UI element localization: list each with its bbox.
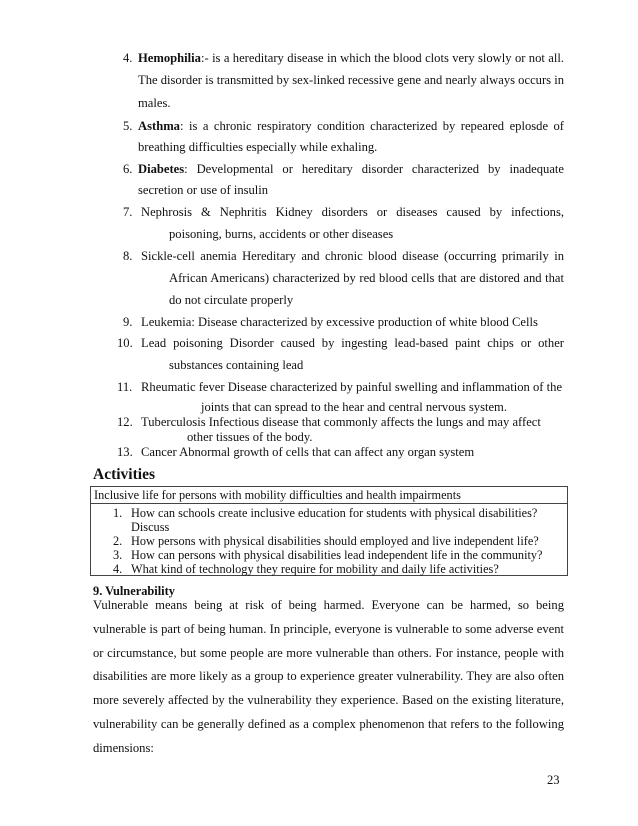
list-item-text: breathing difficulties especially while exhaling. xyxy=(138,140,378,154)
list-item-number: 10. xyxy=(117,336,133,350)
list-item xyxy=(138,120,564,133)
activity-item: What kind of technology they require for mobility and daily life activities? xyxy=(131,562,499,576)
list-item-number: 8. xyxy=(123,249,133,263)
list-item-text: joints that can spread to the hear and central nervous system. xyxy=(201,400,508,414)
item-text: is a hereditary disease in which the blood clots very slowly or not all. xyxy=(212,51,565,65)
activities-box xyxy=(90,486,568,576)
activities-heading: Activities xyxy=(93,466,155,483)
list-item-number: 4. xyxy=(123,51,133,65)
list-item-text: other tissues of the body. xyxy=(187,430,313,444)
term-separator: : xyxy=(179,119,189,133)
list-item-number: 5. xyxy=(123,119,133,133)
paragraph-line: Vulnerable means being at risk of being harmed. Everyone can be harmed, so being xyxy=(93,598,564,612)
list-item-text: secretion or use of insulin xyxy=(138,183,269,197)
paragraph-line: dimensions: xyxy=(93,741,154,755)
list-item-text: Sickle-cell anemia Hereditary and chronic blood disease (occurring primarily in xyxy=(141,249,564,263)
activity-item: How can persons with physical disabilities lead independent life in the community? xyxy=(131,548,543,562)
term-separator: :- xyxy=(200,51,213,65)
list-item xyxy=(138,163,564,176)
term: Hemophilia xyxy=(138,51,201,65)
activity-item: How can schools create inclusive education for students with physical disabilities? xyxy=(131,506,538,520)
list-item-text: substances containing lead xyxy=(169,358,304,372)
list-item-text: poisoning, burns, accidents or other diseases xyxy=(169,227,394,241)
term: Diabetes xyxy=(138,162,185,176)
page-number: 23 xyxy=(547,773,560,787)
activity-number: 2. xyxy=(113,534,123,548)
list-item-number: 12. xyxy=(117,415,133,429)
item-text: is a chronic respiratory condition characterized by repeared eplosde of xyxy=(188,119,564,133)
list-item-number: 6. xyxy=(123,162,133,176)
activity-number: 1. xyxy=(113,506,123,520)
list-item-number: 9. xyxy=(123,315,133,329)
list-item-text: do not circulate properly xyxy=(169,293,294,307)
activity-item-text: Discuss xyxy=(131,520,170,534)
paragraph-line: or circumstance, but some people are more vulnerable than others. For instance, people with xyxy=(93,646,564,660)
term: Asthma xyxy=(138,119,180,133)
activity-number: 3. xyxy=(113,548,123,562)
list-item-text: Cancer Abnormal growth of cells that can affect any organ system xyxy=(141,445,475,459)
list-item-text: African Americans) characterized by red blood cells that are distored and that xyxy=(169,271,564,285)
paragraph-line: vulnerability can be generally defined as a complex phenomenon that refers to the following xyxy=(93,717,564,731)
paragraph-line: disabilities are more likely as a group to experience greater vulnerability. They are also often xyxy=(93,669,564,683)
item-text: Developmental or hereditary disorder characterized by inadequate xyxy=(196,162,564,176)
list-item-text: The disorder is transmitted by sex-linked recessive gene and nearly always occurs in xyxy=(138,73,564,87)
list-item-number: 13. xyxy=(117,445,133,459)
list-item-text: Rheumatic fever Disease characterized by painful swelling and inflammation of the xyxy=(141,380,563,394)
list-item-text: Nephrosis & Nephritis Kidney disorders or diseases caused by infections, xyxy=(141,205,564,219)
list-item-number: 11. xyxy=(117,380,133,394)
activity-item: How persons with physical disabilities should employed and live independent life? xyxy=(131,534,539,548)
activities-box-title: Inclusive life for persons with mobility difficulties and health impairments xyxy=(94,488,461,502)
paragraph-line: more severely affected by the vulnerability they experience. Based on the existing literature, xyxy=(93,693,564,707)
list-item xyxy=(138,52,564,65)
paragraph-line: vulnerable is part of being human. In principle, everyone is vulnerable to some adverse event xyxy=(93,622,564,636)
activity-number: 4. xyxy=(113,562,123,576)
term-separator: : xyxy=(184,162,197,176)
list-item-number: 7. xyxy=(123,205,133,219)
activities-box-header xyxy=(91,487,567,504)
list-item-text: Lead poisoning Disorder caused by ingesting lead-based paint chips or other xyxy=(141,336,564,350)
list-item-text: Leukemia: Disease characterized by excessive production of white blood Cells xyxy=(141,315,538,329)
list-item-text: Tuberculosis Infectious disease that commonly affects the lungs and may affect xyxy=(141,415,541,429)
section-title: 9. Vulnerability xyxy=(93,584,175,598)
list-item-text: males. xyxy=(138,96,171,110)
